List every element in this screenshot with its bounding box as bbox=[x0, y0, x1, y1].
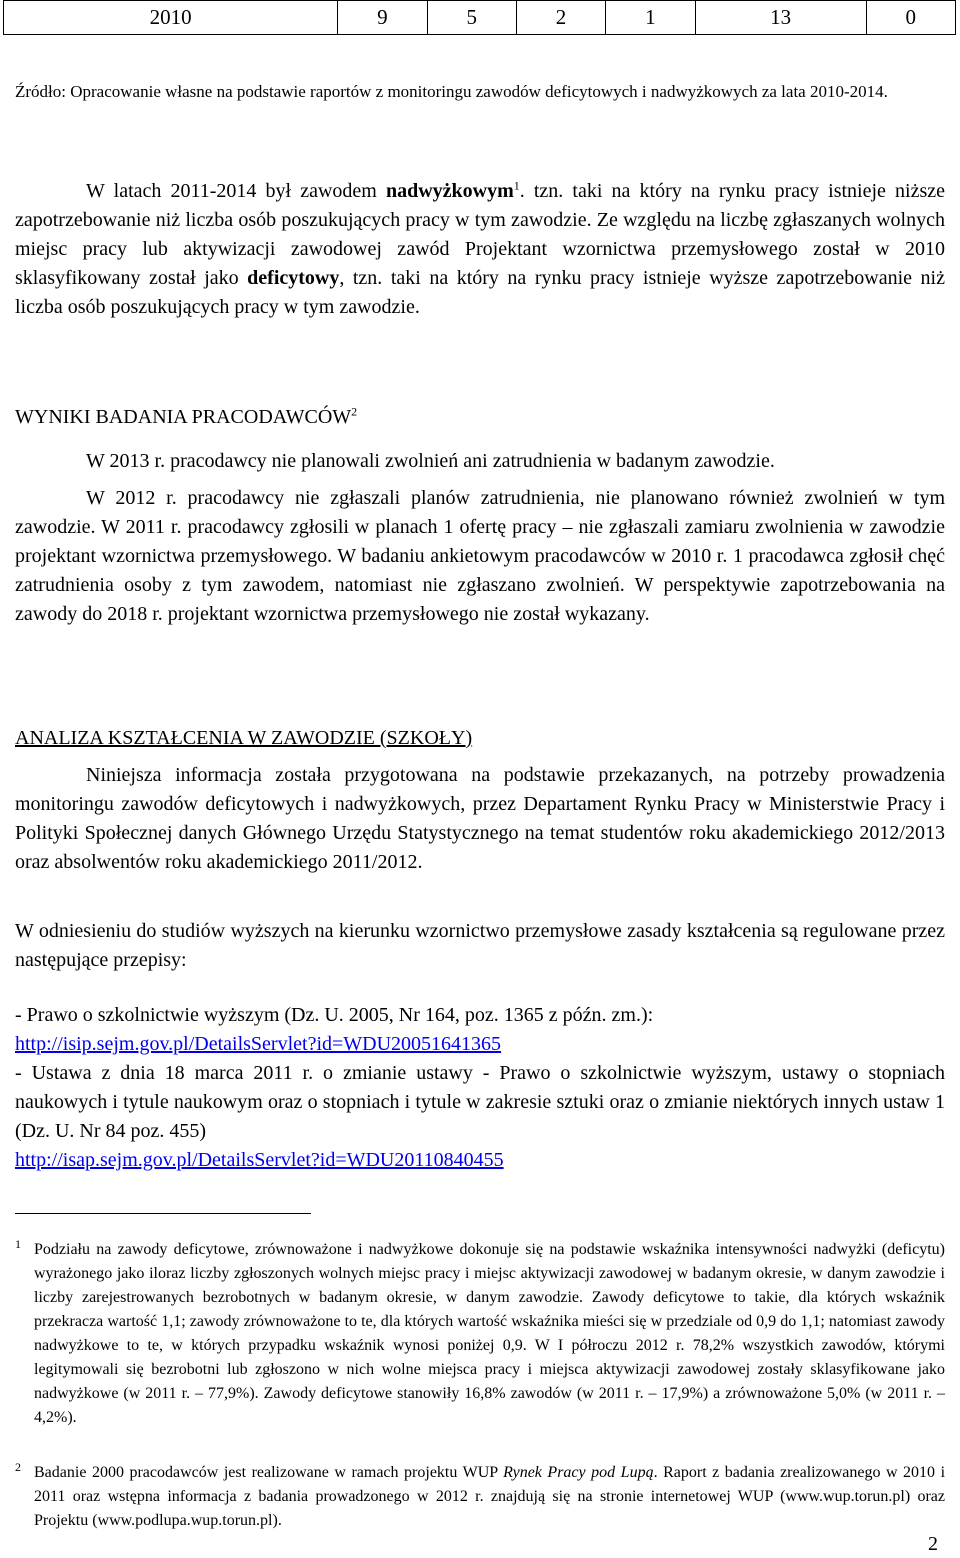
footnote-1 bbox=[15, 1238, 945, 1430]
footnote-2-text-a: Badanie 2000 pracodawców jest realizowane w ramach projektu WUP bbox=[34, 1464, 504, 1481]
law-list bbox=[15, 1001, 945, 1175]
analiza-heading: ANALIZA KSZTAŁCENIA W ZAWODZIE (SZKOŁY) bbox=[15, 727, 473, 749]
table-cell: 0 bbox=[866, 1, 955, 35]
wyniki-paragraph-1: W 2013 r. pracodawcy nie planowali zwolnień ani zatrudnienia w badanym zawodzie. bbox=[86, 450, 775, 472]
law-link-2[interactable]: http://isap.sejm.gov.pl/DetailsServlet?id=WDU20110840455 bbox=[15, 1149, 504, 1171]
law-item-2: - Ustawa z dnia 18 marca 2011 r. o zmianie ustawy - Prawo o szkolnictwie wyższym, ustawy o stopniach naukowych i tytule naukowym oraz o stopniach i tytule w zakresie sztuki oraz o zmianie niektórych innych ustaw 1 (Dz. U. Nr 84 poz. 455) bbox=[15, 1062, 945, 1142]
footnote-1-number: 1 bbox=[15, 1237, 21, 1251]
footnote-1-text: Podziału na zawody deficytowe, zrównoważone i nadwyżkowe dokonuje się na podstawie wskaźnika intensywności nadwyżki (deficytu) wyrażonego jako iloraz liczby zgłoszonych wolnych miejsc pracy i miejsc aktywizacji zawodowej w badanym okresie, w danym zawodzie i liczby zarejestrowanych bezrobotnych w badanym okresie, w danym zawodzie. Zawody deficytowe to takie, dla których wskaźnik przekracza wartość 1,1; zawody zrównoważone to te, dla których wartość wskaźnika mieści się w przedziale od 0,9 do 1,1; natomiast zawody nadwyżkowe to te, w których przypadku wskaźnik wynosi poniżej 0,9. W I półroczu 2012 r. 78,2% wszystkich zawodów, którymi legitymowali się bezrobotni lub zgłoszono w nich wolne miejsca pracy i miejsca aktywizacji zawodowej zostały sklasyfikowane jako nadwyżkowe (w 2011 r. – 77,9%). Zawody deficytowe stanowiły 16,8% zawodów (w 2011 r. – 17,9%) a zrównoważone 5,0% (w 2011 r. – 4,2%). bbox=[34, 1241, 945, 1426]
wyniki-heading bbox=[15, 403, 357, 432]
wyniki-heading-text: WYNIKI BADANIA PRACODAWCÓW bbox=[15, 406, 352, 428]
analiza-paragraph-1: Niniejsza informacja została przygotowana na podstawie przekazanych, na potrzeby prowadzenia monitoringu zawodów deficytowych i nadwyżkowych, przez Departament Rynku Pracy w Ministerstwie Pracy i Polityki Społecznej danych Głównego Urzędu Statystycznego na temat studentów roku akademickiego 2012/2013 oraz absolwentów roku akademickiego 2011/2012. bbox=[15, 764, 945, 873]
table-cell: 9 bbox=[338, 1, 427, 35]
footnote-2-text-b: . Raport z badania zrealizowanego w 2010 i 2011 oraz wstępna informacja z badania prowadzonego w 2012 r. znajdują się na stronie internetowej WUP (www.wup.torun.pl) oraz Projektu (www.podlupa.wup.torun.pl). bbox=[34, 1464, 946, 1529]
analiza-paragraph-2: W odniesieniu do studiów wyższych na kierunku wzornictwo przemysłowe zasady kształcenia są regulowane przez następujące przepisy: bbox=[15, 920, 945, 971]
table-cell: 2 bbox=[516, 1, 605, 35]
footnote-ref-2[interactable]: 2 bbox=[351, 404, 358, 419]
footnote-2-italic: Rynek Pracy pod Lupą bbox=[503, 1464, 654, 1481]
law-item-1: - Prawo o szkolnictwie wyższym (Dz. U. 2005, Nr 164, poz. 1365 z późn. zm.): bbox=[15, 1004, 654, 1026]
table-row bbox=[4, 1, 956, 35]
intro-text-b: . tzn. taki na który na rynku pracy istnieje niższe zapotrzebowanie niż liczba osób poszukujących pracy w tym zawodzie. Ze względu na liczbę zgłaszanych wolnych miejsc pracy lub aktywizacji zawodowej zawód Projektant wzornictwa przemysłowego został w 2010 sklasyfikowany został jako bbox=[15, 180, 945, 289]
table-cell: 5 bbox=[427, 1, 516, 35]
intro-text-c: , tzn. taki na który na rynku pracy istnieje wyższe zapotrzebowanie niż liczba osób poszukujących pracy w tym zawodzie. bbox=[15, 267, 945, 318]
intro-paragraph bbox=[15, 177, 945, 322]
source-note: Źródło: Opracowanie własne na podstawie raportów z monitoringu zawodów deficytowych i nadwyżkowych za lata 2010-2014. bbox=[15, 82, 888, 101]
wyniki-paragraph-2: W 2012 r. pracodawcy nie zgłaszali planów zatrudnienia, nie planowano również zwolnień w tym zawodzie. W 2011 r. pracodawcy zgłosili w planach 1 ofertę pracy – nie zgłaszali zamiaru zwolnienia w zawodzie projektant wzornictwa przemysłowego. W badaniu ankietowym pracodawców w 2010 r. 1 pracodawca zgłosił chęć zatrudnienia osoby z tym zawodem, natomiast nie zgłaszano zwolnień. W perspektywie zapotrzebowania na zawody do 2018 r. projektant wzornictwa przemysłowego nie został wykazany. bbox=[15, 487, 945, 625]
law-link-1[interactable]: http://isip.sejm.gov.pl/DetailsServlet?id=WDU20051641365 bbox=[15, 1033, 502, 1055]
table-cell: 2010 bbox=[4, 1, 338, 35]
footnote-2-number: 2 bbox=[15, 1460, 21, 1474]
page-number: 2 bbox=[928, 1533, 938, 1555]
footnote-ref-1[interactable]: 1 bbox=[513, 178, 520, 193]
data-table-row bbox=[3, 0, 956, 35]
table-cell: 1 bbox=[606, 1, 695, 35]
intro-bold-nadwyzkowy: nadwyżkowym bbox=[385, 180, 514, 202]
table-cell: 13 bbox=[695, 1, 866, 35]
intro-text-a: W latach 2011-2014 był zawodem bbox=[86, 180, 386, 202]
intro-bold-deficytowy: deficytowy bbox=[247, 267, 340, 289]
footnote-2 bbox=[15, 1461, 945, 1533]
footnote-2-text bbox=[34, 1461, 945, 1533]
footnote-separator bbox=[15, 1213, 311, 1214]
